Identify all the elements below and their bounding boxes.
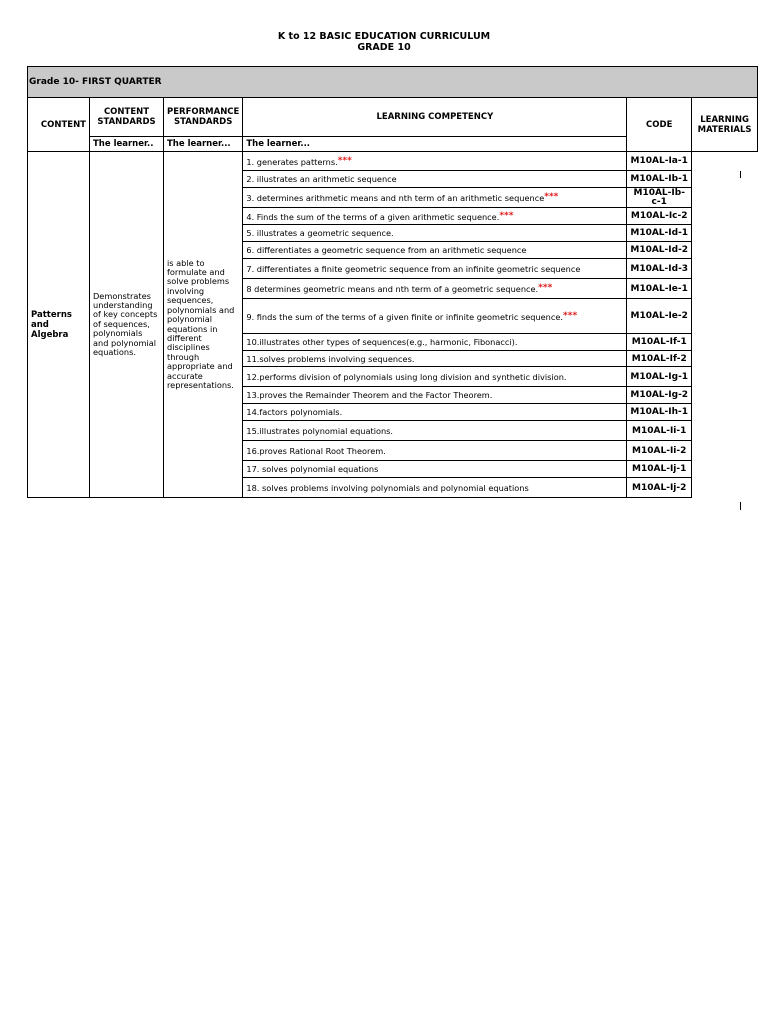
content-standard-cell: Demonstrates understanding of key concepts of sequences, polynomials and polynomial equations. <box>90 152 164 498</box>
edge-tick <box>740 171 741 178</box>
competency-text: 2. illustrates an arithmetic sequence <box>246 174 397 184</box>
col-header-performance-standards: PERFORMANCE STANDARDS <box>164 98 243 137</box>
priority-star-mark: *** <box>499 210 514 221</box>
competency-cell <box>243 171 627 188</box>
performance-standard-cell: is able to formulate and solve problems involving sequences, polynomials and polynomial equations in different disciplines through appropriate and accurate representations. <box>164 152 243 498</box>
competency-text: 7. differentiates a finite geometric sequence from an infinite geometric sequence <box>246 263 581 274</box>
competency-text: 1. generates patterns. <box>246 156 338 167</box>
title-line-1: K to 12 BASIC EDUCATION CURRICULUM <box>277 31 491 42</box>
code-cell: M10AL-If-2 <box>627 351 692 367</box>
content-area-cell: Patterns and Algebra <box>28 152 90 498</box>
code-cell: M10AL-Ia-1 <box>627 152 692 171</box>
code-cell: M10AL-Ib-c-1 <box>627 188 692 208</box>
code-cell: M10AL-Ii-1 <box>627 421 692 441</box>
competency-text: 15.illustrates polynomial equations. <box>246 425 394 436</box>
col-header-code: CODE <box>627 98 692 152</box>
code-cell: M10AL-Ib-1 <box>627 171 692 188</box>
competency-text: 9. finds the sum of the terms of a given finite or infinite geometric sequence. <box>246 311 564 322</box>
competency-text: 5. illustrates a geometric sequence. <box>246 228 394 238</box>
edge-tick <box>740 502 741 510</box>
competency-text: 11.solves problems involving sequences. <box>246 353 415 364</box>
code-cell: M10AL-Ic-2 <box>627 208 692 225</box>
competency-cell <box>243 242 627 259</box>
competency-text: 8 determines geometric means and nth term of a geometric sequence. <box>246 284 539 294</box>
code-cell: M10AL-Id-1 <box>627 225 692 242</box>
table-body <box>28 67 758 498</box>
col-header-learning-materials: LEARNING MATERIALS <box>692 98 758 152</box>
curriculum-table <box>27 66 758 498</box>
code-cell: M10AL-If-1 <box>627 334 692 351</box>
priority-star-mark: *** <box>563 310 578 321</box>
competency-text: 17. solves polynomial equations <box>246 464 379 474</box>
competency-text: 6. differentiates a geometric sequence from an arithmetic sequence <box>246 245 527 255</box>
column-header-row <box>28 98 758 137</box>
competency-cell <box>243 188 627 208</box>
competency-text: 13.proves the Remainder Theorem and the Factor Theorem. <box>246 390 493 400</box>
competency-cell <box>243 152 627 171</box>
priority-star-mark: *** <box>337 155 352 166</box>
competency-cell <box>243 279 627 299</box>
code-cell: M10AL-Ij-1 <box>627 461 692 478</box>
col-header-learning-competency: LEARNING COMPETENCY <box>243 98 627 137</box>
title-line-2: GRADE 10 <box>357 42 411 53</box>
priority-star-mark: *** <box>544 192 559 202</box>
learner-label-content-standards: The learner.. <box>90 137 164 152</box>
competency-cell <box>243 441 627 461</box>
priority-star-mark: *** <box>538 283 553 293</box>
competency-text: 14.factors polynomials. <box>246 407 343 417</box>
code-cell: M10AL-Ie-1 <box>627 279 692 299</box>
competency-cell <box>243 299 627 334</box>
learner-label-competency: The learner... <box>243 137 627 152</box>
competency-cell <box>243 334 627 351</box>
competency-cell <box>243 367 627 387</box>
competency-cell <box>243 404 627 421</box>
competency-text: 4. Finds the sum of the terms of a given arithmetic sequence. <box>246 211 500 222</box>
competency-text: 10.illustrates other types of sequences(e.g., harmonic, Fibonacci). <box>246 337 518 347</box>
competency-cell <box>243 259 627 279</box>
competency-cell <box>243 208 627 225</box>
competency-text: 16.proves Rational Root Theorem. <box>246 445 386 456</box>
code-cell: M10AL-Ig-1 <box>627 367 692 387</box>
learning-materials-cell <box>692 152 758 498</box>
competency-cell <box>243 461 627 478</box>
competency-cell <box>243 225 627 242</box>
quarter-header-row <box>28 67 758 98</box>
competency-cell <box>243 387 627 404</box>
competency-text: 3. determines arithmetic means and nth term of an arithmetic sequence <box>246 193 545 203</box>
code-cell: M10AL-Ig-2 <box>627 387 692 404</box>
code-cell: M10AL-Ih-1 <box>627 404 692 421</box>
code-cell: M10AL-Id-2 <box>627 242 692 259</box>
competency-text: 12.performs division of polynomials using long division and synthetic division. <box>246 371 567 382</box>
competency-cell <box>243 351 627 367</box>
document-title <box>0 31 768 53</box>
code-cell: M10AL-Ij-2 <box>627 478 692 498</box>
quarter-label: Grade 10- FIRST QUARTER <box>28 67 758 98</box>
table-row <box>28 152 758 171</box>
code-cell: M10AL-Ii-2 <box>627 441 692 461</box>
competency-cell <box>243 421 627 441</box>
col-header-content: CONTENT <box>28 98 90 152</box>
competency-text: 18. solves problems involving polynomials and polynomial equations <box>246 482 529 493</box>
code-cell: M10AL-Id-3 <box>627 259 692 279</box>
competency-cell <box>243 478 627 498</box>
learner-label-performance-standards: The learner... <box>164 137 243 152</box>
col-header-content-standards: CONTENT STANDARDS <box>90 98 164 137</box>
code-cell: M10AL-Ie-2 <box>627 299 692 334</box>
